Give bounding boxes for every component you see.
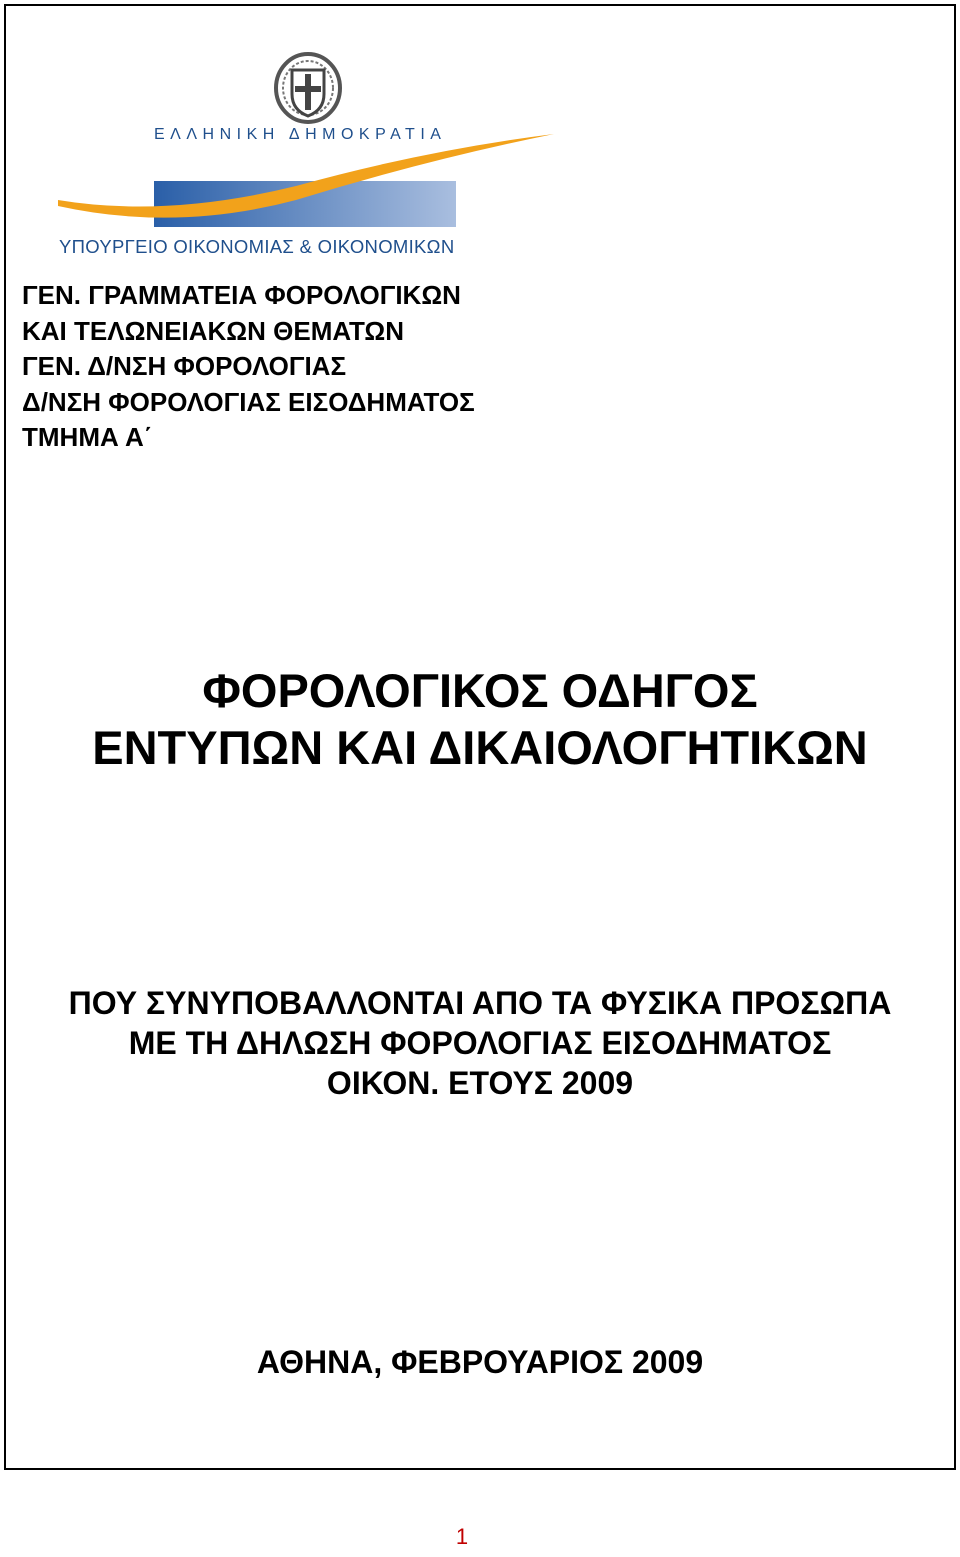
document-title — [0, 662, 960, 776]
subtitle-line: ΠΟΥ ΣΥΝΥΠΟΒΑΛΛΟΝΤΑΙ ΑΠΟ ΤΑ ΦΥΣΙΚΑ ΠΡΟΣΩΠΑ — [68, 985, 892, 1021]
header-line: ΓΕΝ. Δ/ΝΣΗ ΦΟΡΟΛΟΓΙΑΣ — [22, 351, 347, 381]
page-number: 1 — [455, 1524, 469, 1549]
republic-text: ΕΛΛΗΝΙΚΗ ΔΗΜΟΚΡΑΤΙΑ — [154, 126, 447, 143]
place-date: ΑΘΗΝΑ, ΦΕΒΡΟΥΑΡΙΟΣ 2009 — [256, 1344, 704, 1380]
ministry-text: ΥΠΟΥΡΓΕΙΟ ΟΙΚΟΝΟΜΙΑΣ & ΟΙΚΟΝΟΜΙΚΩΝ — [59, 236, 455, 257]
greek-coat-of-arms-icon — [276, 54, 340, 122]
subtitle-line: ΟΙΚΟΝ. ΕΤΟΥΣ 2009 — [326, 1065, 634, 1101]
title-line: ΦΟΡΟΛΟΓΙΚΟΣ ΟΔΗΓΟΣ — [202, 664, 758, 717]
ministry-logo-graphic — [46, 46, 576, 266]
header-line: Δ/ΝΣΗ ΦΟΡΟΛΟΓΙΑΣ ΕΙΣΟΔΗΜΑΤΟΣ — [22, 386, 475, 417]
header-line: ΤΜΗΜΑ Α΄ — [22, 422, 153, 452]
subtitle-line: ΜΕ ΤΗ ΔΗΛΩΣΗ ΦΟΡΟΛΟΓΙΑΣ ΕΙΣΟΔΗΜΑΤΟΣ — [128, 1025, 832, 1061]
title-line: ΕΝΤΥΠΩΝ ΚΑΙ ΔΙΚΑΙΟΛΟΓΗΤΙΚΩΝ — [92, 721, 868, 774]
header-line: ΓΕΝ. ΓΡΑΜΜΑΤΕΙΑ ΦΟΡΟΛΟΓΙΚΩΝ — [22, 280, 461, 310]
ministry-logo — [46, 46, 576, 266]
department-header — [22, 278, 475, 456]
document-subtitle — [0, 983, 960, 1103]
header-line: ΚΑΙ ΤΕΛΩΝΕΙΑΚΩΝ ΘΕΜΑΤΩΝ — [22, 315, 405, 346]
